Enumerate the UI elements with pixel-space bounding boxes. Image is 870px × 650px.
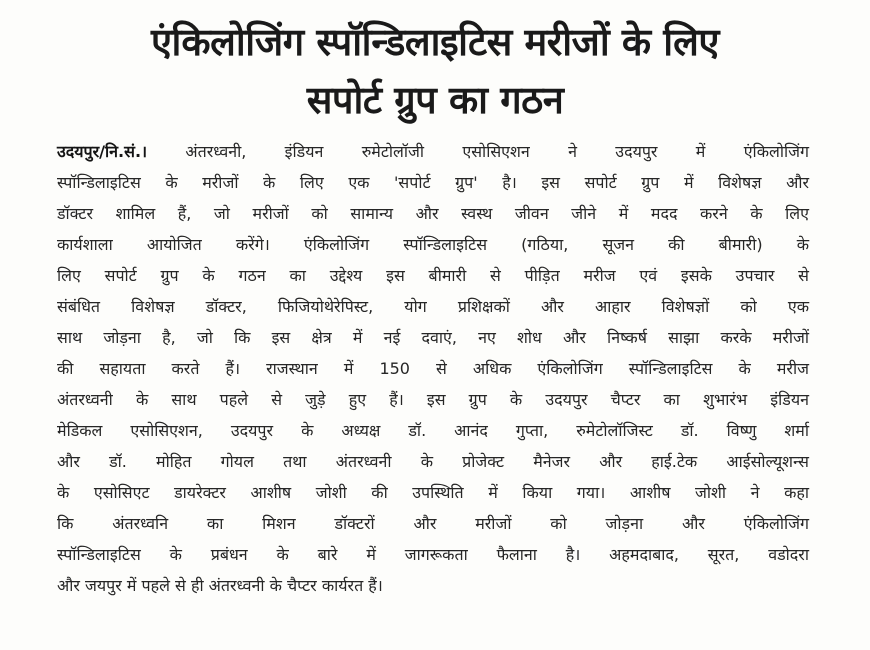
- body-line-11: और डॉ. मोहित गोयल तथा अंतरध्वनी के प्रोजेक्ट मैनेजर और हाई.टेक आईसोल्यूशन्स: [57, 452, 809, 471]
- headline-line-1: एंकिलोजिंग स्पॉन्डिलाइटिस मरीजों के लिए: [151, 20, 719, 64]
- body-line-4: कार्यशाला आयोजित करेंगे। एंकिलोजिंग स्पॉन्डिलाइटिस (गठिया, सूजन की बीमारी) के: [57, 235, 809, 254]
- body-line-6: संबंधित विशेषज्ञ डॉक्टर, फिजियोथेरेपिस्ट, योग प्रशिक्षकों और आहार विशेषज्ञों को एक: [57, 297, 809, 316]
- article-body: [57, 136, 809, 601]
- body-line-8: की सहायता करते हैं। राजस्थान में 150 से अधिक एंकिलोजिंग स्पॉन्डिलाइटिस के मरीज: [57, 359, 809, 378]
- body-line-12: के एसोसिएट डायरेक्टर आशीष जोशी की उपस्थिति में किया गया। आशीष जोशी ने कहा: [57, 483, 809, 502]
- body-line-14: स्पॉन्डिलाइटिस के प्रबंधन के बारे में जागरूकता फैलाना है। अहमदाबाद, सूरत, वडोदरा: [57, 545, 809, 564]
- body-line-7: साथ जोड़ना है, जो कि इस क्षेत्र में नई दवाएं, नए शोध और निष्कर्ष साझा करके मरीजों: [57, 328, 809, 347]
- body-line-13: कि अंतरध्वनि का मिशन डॉक्टरों और मरीजों को जोड़ना और एंकिलोजिंग: [57, 514, 809, 533]
- body-line-1: [57, 136, 809, 167]
- body-line-1-text: अंतरध्वनी, इंडियन रुमेटोलॉजी एसोसिएशन ने उदयपुर में एंकिलोजिंग: [147, 142, 809, 161]
- body-line-15: और जयपुर में पहले से ही अंतरध्वनी के चैप्टर कार्यरत हैं।: [57, 576, 383, 595]
- body-line-9: अंतरध्वनी के साथ पहले से जुड़े हुए हैं। इस ग्रुप के उदयपुर चैप्टर का शुभारंभ इंडियन: [57, 390, 809, 409]
- body-line-2: स्पॉन्डिलाइटिस के मरीजों के लिए एक 'सपोर्ट ग्रुप' है। इस सपोर्ट ग्रुप में विशेषज्ञ और: [57, 173, 809, 192]
- headline-line-2: सपोर्ट ग्रुप का गठन: [306, 78, 564, 122]
- body-line-10: मेडिकल एसोसिएशन, उदयपुर के अध्यक्ष डॉ. आनंद गुप्ता, रुमेटोलॉजिस्ट डॉ. विष्णु शर्मा: [57, 421, 809, 440]
- body-line-5: लिए सपोर्ट ग्रुप के गठन का उद्देश्य इस बीमारी से पीड़ित मरीज एवं इसके उपचार से: [57, 266, 809, 285]
- body-line-3: डॉक्टर शामिल हैं, जो मरीजों को सामान्य और स्वस्थ जीवन जीने में मदद करने के लिए: [57, 204, 809, 223]
- dateline: उदयपुर/नि.सं.।: [57, 142, 148, 161]
